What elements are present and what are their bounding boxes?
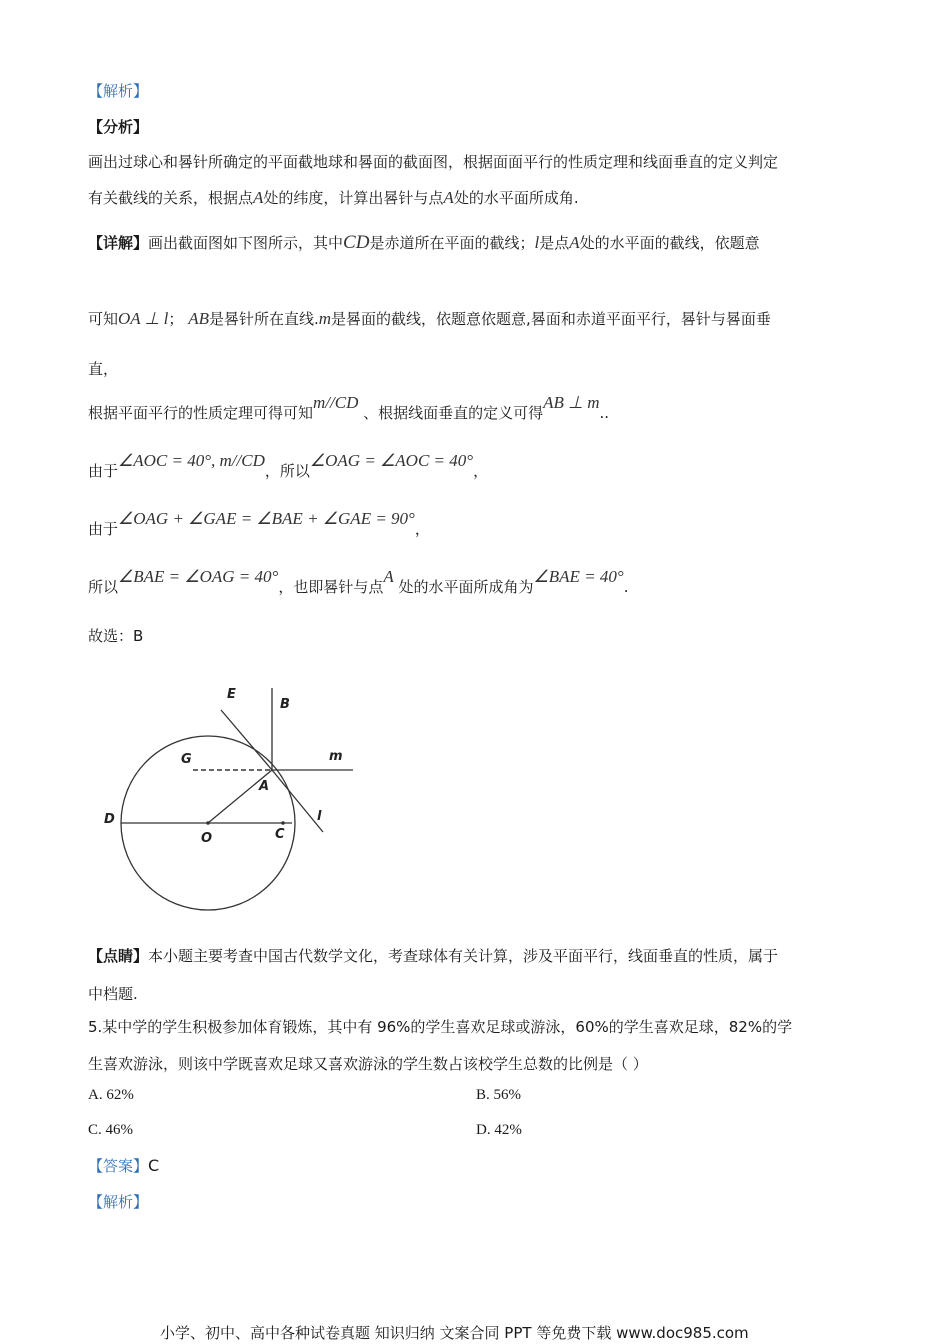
line-oa xyxy=(208,770,272,823)
line-ae xyxy=(221,710,272,770)
analysis-line-1: 画出过球心和晷针所确定的平面截地球和晷面的截面图，根据面面平行的性质定理和线面垂直的定义判定 xyxy=(88,153,779,171)
option-b: B. 56% xyxy=(476,1087,521,1103)
cross-section-figure xyxy=(95,680,375,912)
option-a: A. 62% xyxy=(88,1087,134,1103)
question5-line-2: 生喜欢游泳，则该中学既喜欢足球又喜欢游泳的学生数占该校学生总数的比例是（ ） xyxy=(88,1055,648,1073)
label-l: l xyxy=(317,809,322,824)
label-b: B xyxy=(280,697,290,712)
detail-line-5: 由于∠AOC = 40°, m//CD，所以∠OAG = ∠AOC = 40°， xyxy=(88,451,489,480)
jiexi-tag: 【解析】 xyxy=(88,82,149,100)
detail-line-1: 【详解】画出截面图如下图所示，其中CD是赤道所在平面的截线；l是点A处的水平面的截线，依题意 xyxy=(88,232,760,253)
answer-line: 【答案】C xyxy=(88,1156,160,1175)
label-o: O xyxy=(201,831,213,846)
point-c xyxy=(281,821,285,825)
footer-text: 小学、初中、高中各种试卷真题 知识归纳 文案合同 PPT 等免费下载 www.doc985.com xyxy=(160,1324,749,1342)
fenxi-tag: 【分析】 xyxy=(88,118,149,136)
label-e: E xyxy=(227,687,236,702)
detail-line-4: 根据平面平行的性质定理可得可知m//CD 、根据线面垂直的定义可得AB ⊥ m.. xyxy=(88,393,610,422)
option-c: C. 46% xyxy=(88,1122,133,1138)
label-m: m xyxy=(329,749,343,764)
detail-line-2: 可知OA ⊥ l； AB是晷针所在直线.m是晷面的截线，依题意依题意,晷面和赤道平面平行，晷针与晷面垂 xyxy=(88,309,771,328)
label-d: D xyxy=(104,812,115,827)
analysis-line-2: 有关截线的关系，根据点A处的纬度，计算出晷针与点A处的水平面所成角. xyxy=(88,188,579,207)
label-g: G xyxy=(181,752,192,767)
detail-line-7: 所以∠BAE = ∠OAG = 40°，也即晷针与点A 处的水平面所成角为∠BAE = 40°. xyxy=(88,567,629,596)
point-line-1: 【点睛】本小题主要考查中国古代数学文化，考查球体有关计算，涉及平面平行，线面垂直的性质，属于 xyxy=(88,947,779,965)
choice-line: 故选：B xyxy=(88,627,144,645)
point-o xyxy=(206,821,210,825)
detail-line-6: 由于∠OAG + ∠GAE = ∠BAE + ∠GAE = 90°， xyxy=(88,509,430,538)
detail-line-3: 直， xyxy=(88,360,119,378)
question5-line-1: 5.某中学的学生积极参加体育锻炼，其中有 96%的学生喜欢足球或游泳，60%的学生喜欢足球，82%的学 xyxy=(88,1018,793,1036)
option-d: D. 42% xyxy=(476,1122,522,1138)
label-c: C xyxy=(275,827,285,842)
jiexi-tag-2: 【解析】 xyxy=(88,1193,149,1211)
label-a: A xyxy=(259,779,270,794)
point-line-2: 中档题. xyxy=(88,985,138,1003)
